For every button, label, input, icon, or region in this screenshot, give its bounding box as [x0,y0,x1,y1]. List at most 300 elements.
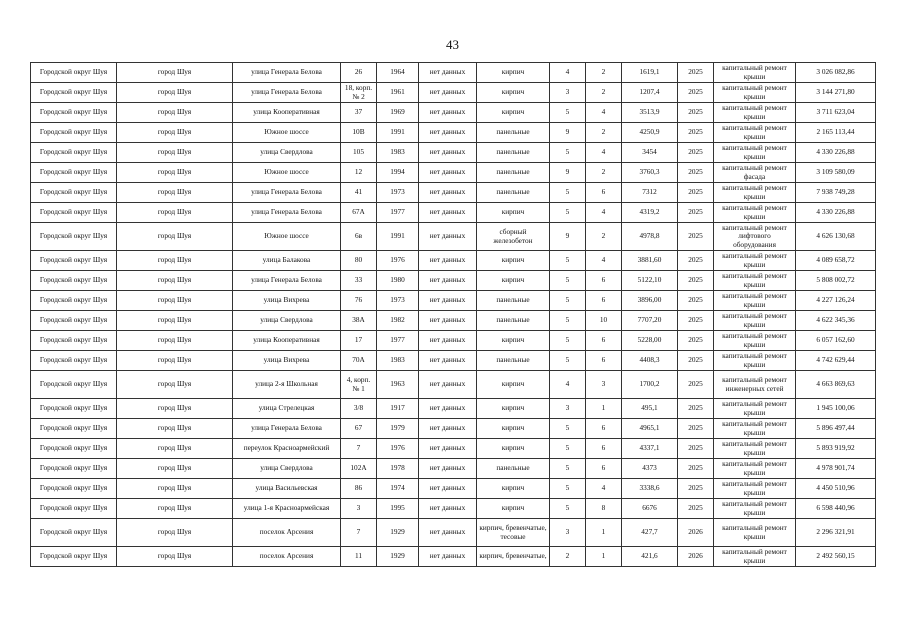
city-cell: город Шуя [117,271,233,291]
entrances-cell: 2 [586,223,622,251]
cost-cell: 4 227 126,24 [796,291,876,311]
plan-year-cell: 2025 [678,331,714,351]
build-year-cell: 1994 [377,163,419,183]
cost-cell: 4 978 901,74 [796,459,876,479]
district-cell: Городской округ Шуя [31,271,117,291]
city-cell: город Шуя [117,63,233,83]
table-row [31,63,876,83]
floors-cell: 5 [550,419,586,439]
city-cell: город Шуя [117,419,233,439]
house-number-cell: 7 [341,519,377,547]
plan-year-cell: 2025 [678,479,714,499]
floors-cell: 5 [550,251,586,271]
work-type-cell: капитальный ремонт лифтового оборудования [714,223,796,251]
work-type-cell: капитальный ремонт крыши [714,83,796,103]
area-cell: 421,6 [622,547,678,567]
wall-material-cell: сборный железобетон [477,223,550,251]
district-cell: Городской округ Шуя [31,63,117,83]
work-type-cell: капитальный ремонт крыши [714,123,796,143]
city-cell: город Шуя [117,331,233,351]
build-year-cell: 1983 [377,351,419,371]
house-number-cell: 4, корп. № 1 [341,371,377,399]
area-cell: 5228,00 [622,331,678,351]
status-cell: нет данных [419,63,477,83]
work-type-cell: капитальный ремонт крыши [714,183,796,203]
work-type-cell: капитальный ремонт крыши [714,419,796,439]
district-cell: Городской округ Шуя [31,439,117,459]
plan-year-cell: 2025 [678,223,714,251]
wall-material-cell: кирпич [477,399,550,419]
floors-cell: 2 [550,547,586,567]
district-cell: Городской округ Шуя [31,103,117,123]
floors-cell: 9 [550,223,586,251]
street-cell: Южное шоссе [233,123,341,143]
wall-material-cell: панельные [477,459,550,479]
floors-cell: 5 [550,203,586,223]
table-row [31,439,876,459]
city-cell: город Шуя [117,183,233,203]
area-cell: 4965,1 [622,419,678,439]
area-cell: 3760,3 [622,163,678,183]
street-cell: улица Свердлова [233,311,341,331]
area-cell: 4337,1 [622,439,678,459]
area-cell: 1700,2 [622,371,678,399]
cost-cell: 4 742 629,44 [796,351,876,371]
status-cell: нет данных [419,291,477,311]
status-cell: нет данных [419,459,477,479]
wall-material-cell: кирпич [477,83,550,103]
entrances-cell: 4 [586,203,622,223]
city-cell: город Шуя [117,143,233,163]
city-cell: город Шуя [117,499,233,519]
entrances-cell: 6 [586,459,622,479]
plan-year-cell: 2026 [678,519,714,547]
floors-cell: 5 [550,331,586,351]
plan-year-cell: 2025 [678,63,714,83]
work-type-cell: капитальный ремонт крыши [714,143,796,163]
status-cell: нет данных [419,311,477,331]
street-cell: улица Вихрева [233,351,341,371]
house-number-cell: 6в [341,223,377,251]
wall-material-cell: кирпич [477,419,550,439]
cost-cell: 4 089 658,72 [796,251,876,271]
build-year-cell: 1977 [377,331,419,351]
entrances-cell: 2 [586,63,622,83]
status-cell: нет данных [419,351,477,371]
street-cell: улица Васильевская [233,479,341,499]
status-cell: нет данных [419,271,477,291]
table-row [31,163,876,183]
work-type-cell: капитальный ремонт крыши [714,351,796,371]
plan-year-cell: 2025 [678,439,714,459]
build-year-cell: 1973 [377,291,419,311]
cost-cell: 5 896 497,44 [796,419,876,439]
house-number-cell: 12 [341,163,377,183]
entrances-cell: 6 [586,271,622,291]
area-cell: 1619,1 [622,63,678,83]
house-number-cell: 18, корп. № 2 [341,83,377,103]
wall-material-cell: кирпич, бревенчатые, тесовые [477,519,550,547]
build-year-cell: 1929 [377,547,419,567]
page-number: 43 [446,37,459,52]
wall-material-cell: кирпич [477,63,550,83]
city-cell: город Шуя [117,103,233,123]
street-cell: улица Свердлова [233,459,341,479]
plan-year-cell: 2025 [678,351,714,371]
build-year-cell: 1963 [377,371,419,399]
build-year-cell: 1973 [377,183,419,203]
area-cell: 4408,3 [622,351,678,371]
entrances-cell: 1 [586,547,622,567]
entrances-cell: 4 [586,251,622,271]
city-cell: город Шуя [117,519,233,547]
district-cell: Городской округ Шуя [31,183,117,203]
entrances-cell: 1 [586,519,622,547]
floors-cell: 5 [550,143,586,163]
build-year-cell: 1983 [377,143,419,163]
floors-cell: 5 [550,439,586,459]
cost-cell: 4 330 226,88 [796,143,876,163]
area-cell: 7707,20 [622,311,678,331]
status-cell: нет данных [419,223,477,251]
area-cell: 6676 [622,499,678,519]
build-year-cell: 1978 [377,459,419,479]
street-cell: улица 2-я Школьная [233,371,341,399]
street-cell: улица Кооперативная [233,331,341,351]
wall-material-cell: панельные [477,351,550,371]
floors-cell: 5 [550,311,586,331]
table-row [31,499,876,519]
plan-year-cell: 2026 [678,547,714,567]
wall-material-cell: панельные [477,123,550,143]
street-cell: улица Стрелецкая [233,399,341,419]
entrances-cell: 6 [586,419,622,439]
plan-year-cell: 2025 [678,499,714,519]
status-cell: нет данных [419,499,477,519]
district-cell: Городской округ Шуя [31,203,117,223]
district-cell: Городской округ Шуя [31,371,117,399]
house-number-cell: 102А [341,459,377,479]
house-number-cell: 26 [341,63,377,83]
district-cell: Городской округ Шуя [31,547,117,567]
housing-register-table [30,62,876,567]
cost-cell: 6 598 440,96 [796,499,876,519]
wall-material-cell: панельные [477,163,550,183]
house-number-cell: 67А [341,203,377,223]
table-row [31,291,876,311]
cost-cell: 5 893 919,92 [796,439,876,459]
wall-material-cell: кирпич [477,271,550,291]
district-cell: Городской округ Шуя [31,311,117,331]
floors-cell: 3 [550,519,586,547]
work-type-cell: капитальный ремонт крыши [714,103,796,123]
city-cell: город Шуя [117,83,233,103]
floors-cell: 5 [550,351,586,371]
work-type-cell: капитальный ремонт крыши [714,291,796,311]
house-number-cell: 41 [341,183,377,203]
area-cell: 427,7 [622,519,678,547]
area-cell: 495,1 [622,399,678,419]
house-number-cell: 37 [341,103,377,123]
build-year-cell: 1964 [377,63,419,83]
house-number-cell: 80 [341,251,377,271]
table-row [31,83,876,103]
area-cell: 4250,9 [622,123,678,143]
entrances-cell: 4 [586,103,622,123]
plan-year-cell: 2025 [678,291,714,311]
wall-material-cell: панельные [477,183,550,203]
district-cell: Городской округ Шуя [31,223,117,251]
plan-year-cell: 2025 [678,163,714,183]
floors-cell: 5 [550,271,586,291]
district-cell: Городской округ Шуя [31,419,117,439]
city-cell: город Шуя [117,163,233,183]
status-cell: нет данных [419,163,477,183]
entrances-cell: 8 [586,499,622,519]
table-row [31,419,876,439]
build-year-cell: 1991 [377,223,419,251]
cost-cell: 2 296 321,91 [796,519,876,547]
work-type-cell: капитальный ремонт крыши [714,399,796,419]
status-cell: нет данных [419,371,477,399]
work-type-cell: капитальный ремонт крыши [714,271,796,291]
cost-cell: 2 492 560,15 [796,547,876,567]
entrances-cell: 6 [586,291,622,311]
city-cell: город Шуя [117,479,233,499]
build-year-cell: 1929 [377,519,419,547]
wall-material-cell: кирпич [477,371,550,399]
district-cell: Городской округ Шуя [31,499,117,519]
street-cell: Южное шоссе [233,163,341,183]
city-cell: город Шуя [117,547,233,567]
district-cell: Городской округ Шуя [31,123,117,143]
work-type-cell: капитальный ремонт крыши [714,519,796,547]
city-cell: город Шуя [117,399,233,419]
district-cell: Городской округ Шуя [31,459,117,479]
entrances-cell: 2 [586,123,622,143]
work-type-cell: капитальный ремонт крыши [714,459,796,479]
build-year-cell: 1995 [377,499,419,519]
street-cell: улица Генерала Белова [233,63,341,83]
wall-material-cell: кирпич [477,251,550,271]
work-type-cell: капитальный ремонт крыши [714,479,796,499]
street-cell: улица Генерала Белова [233,183,341,203]
street-cell: улица Кооперативная [233,103,341,123]
city-cell: город Шуя [117,251,233,271]
area-cell: 4373 [622,459,678,479]
table-row [31,103,876,123]
area-cell: 7312 [622,183,678,203]
area-cell: 3896,00 [622,291,678,311]
work-type-cell: капитальный ремонт крыши [714,439,796,459]
table-row [31,271,876,291]
area-cell: 3513,9 [622,103,678,123]
area-cell: 1207,4 [622,83,678,103]
floors-cell: 9 [550,123,586,143]
street-cell: поселок Арсения [233,547,341,567]
street-cell: улица Балакова [233,251,341,271]
floors-cell: 5 [550,291,586,311]
city-cell: город Шуя [117,351,233,371]
house-number-cell: 86 [341,479,377,499]
cost-cell: 7 938 749,28 [796,183,876,203]
table-row [31,251,876,271]
table-row [31,223,876,251]
district-cell: Городской округ Шуя [31,83,117,103]
district-cell: Городской округ Шуя [31,291,117,311]
plan-year-cell: 2025 [678,271,714,291]
build-year-cell: 1974 [377,479,419,499]
city-cell: город Шуя [117,123,233,143]
plan-year-cell: 2025 [678,251,714,271]
district-cell: Городской округ Шуя [31,163,117,183]
wall-material-cell: кирпич [477,499,550,519]
wall-material-cell: кирпич [477,479,550,499]
cost-cell: 3 026 082,86 [796,63,876,83]
status-cell: нет данных [419,331,477,351]
city-cell: город Шуя [117,311,233,331]
plan-year-cell: 2025 [678,311,714,331]
status-cell: нет данных [419,419,477,439]
house-number-cell: 3 [341,499,377,519]
floors-cell: 4 [550,63,586,83]
work-type-cell: капитальный ремонт крыши [714,311,796,331]
area-cell: 4978,8 [622,223,678,251]
area-cell: 3881,60 [622,251,678,271]
city-cell: город Шуя [117,439,233,459]
house-number-cell: 33 [341,271,377,291]
wall-material-cell: кирпич, бревенчатые, [477,547,550,567]
city-cell: город Шуя [117,459,233,479]
entrances-cell: 4 [586,479,622,499]
cost-cell: 1 945 100,06 [796,399,876,419]
build-year-cell: 1991 [377,123,419,143]
area-cell: 3454 [622,143,678,163]
floors-cell: 9 [550,163,586,183]
wall-material-cell: кирпич [477,439,550,459]
work-type-cell: капитальный ремонт инженерных сетей [714,371,796,399]
cost-cell: 3 109 580,09 [796,163,876,183]
floors-cell: 4 [550,371,586,399]
entrances-cell: 2 [586,163,622,183]
city-cell: город Шуя [117,203,233,223]
district-cell: Городской округ Шуя [31,351,117,371]
floors-cell: 5 [550,479,586,499]
status-cell: нет данных [419,251,477,271]
work-type-cell: капитальный ремонт крыши [714,63,796,83]
cost-cell: 3 711 623,04 [796,103,876,123]
floors-cell: 5 [550,459,586,479]
build-year-cell: 1977 [377,203,419,223]
house-number-cell: 10В [341,123,377,143]
status-cell: нет данных [419,479,477,499]
entrances-cell: 2 [586,83,622,103]
entrances-cell: 6 [586,351,622,371]
cost-cell: 6 057 162,60 [796,331,876,351]
district-cell: Городской округ Шуя [31,331,117,351]
street-cell: улица Свердлова [233,143,341,163]
floors-cell: 5 [550,183,586,203]
table-row [31,371,876,399]
table-row [31,547,876,567]
entrances-cell: 6 [586,439,622,459]
floors-cell: 5 [550,103,586,123]
cost-cell: 4 330 226,88 [796,203,876,223]
house-number-cell: 17 [341,331,377,351]
wall-material-cell: кирпич [477,203,550,223]
table-row [31,143,876,163]
cost-cell: 4 622 345,36 [796,311,876,331]
entrances-cell: 6 [586,183,622,203]
plan-year-cell: 2025 [678,203,714,223]
plan-year-cell: 2025 [678,459,714,479]
street-cell: улица Генерала Белова [233,83,341,103]
street-cell: Южное шоссе [233,223,341,251]
build-year-cell: 1980 [377,271,419,291]
work-type-cell: капитальный ремонт крыши [714,251,796,271]
plan-year-cell: 2025 [678,183,714,203]
status-cell: нет данных [419,183,477,203]
plan-year-cell: 2025 [678,371,714,399]
entrances-cell: 10 [586,311,622,331]
house-number-cell: 38А [341,311,377,331]
status-cell: нет данных [419,439,477,459]
status-cell: нет данных [419,143,477,163]
entrances-cell: 3 [586,371,622,399]
street-cell: улица Вихрева [233,291,341,311]
table-row [31,311,876,331]
district-cell: Городской округ Шуя [31,519,117,547]
street-cell: улица Генерала Белова [233,271,341,291]
area-cell: 3338,6 [622,479,678,499]
table-row [31,351,876,371]
house-number-cell: 67 [341,419,377,439]
status-cell: нет данных [419,547,477,567]
district-cell: Городской округ Шуя [31,399,117,419]
city-cell: город Шуя [117,371,233,399]
cost-cell: 4 663 869,63 [796,371,876,399]
table-row [31,479,876,499]
house-number-cell: 11 [341,547,377,567]
street-cell: улица Генерала Белова [233,203,341,223]
cost-cell: 5 808 002,72 [796,271,876,291]
house-number-cell: 76 [341,291,377,311]
plan-year-cell: 2025 [678,83,714,103]
work-type-cell: капитальный ремонт крыши [714,331,796,351]
work-type-cell: капитальный ремонт крыши [714,547,796,567]
entrances-cell: 6 [586,331,622,351]
plan-year-cell: 2025 [678,103,714,123]
table-row [31,399,876,419]
plan-year-cell: 2025 [678,419,714,439]
work-type-cell: капитальный ремонт фасада [714,163,796,183]
cost-cell: 3 144 271,80 [796,83,876,103]
wall-material-cell: панельные [477,291,550,311]
floors-cell: 3 [550,399,586,419]
house-number-cell: 70А [341,351,377,371]
table-row [31,459,876,479]
build-year-cell: 1917 [377,399,419,419]
wall-material-cell: панельные [477,311,550,331]
status-cell: нет данных [419,203,477,223]
cost-cell: 2 165 113,44 [796,123,876,143]
table-row [31,123,876,143]
street-cell: поселок Арсения [233,519,341,547]
build-year-cell: 1979 [377,419,419,439]
build-year-cell: 1982 [377,311,419,331]
house-number-cell: 7 [341,439,377,459]
status-cell: нет данных [419,123,477,143]
